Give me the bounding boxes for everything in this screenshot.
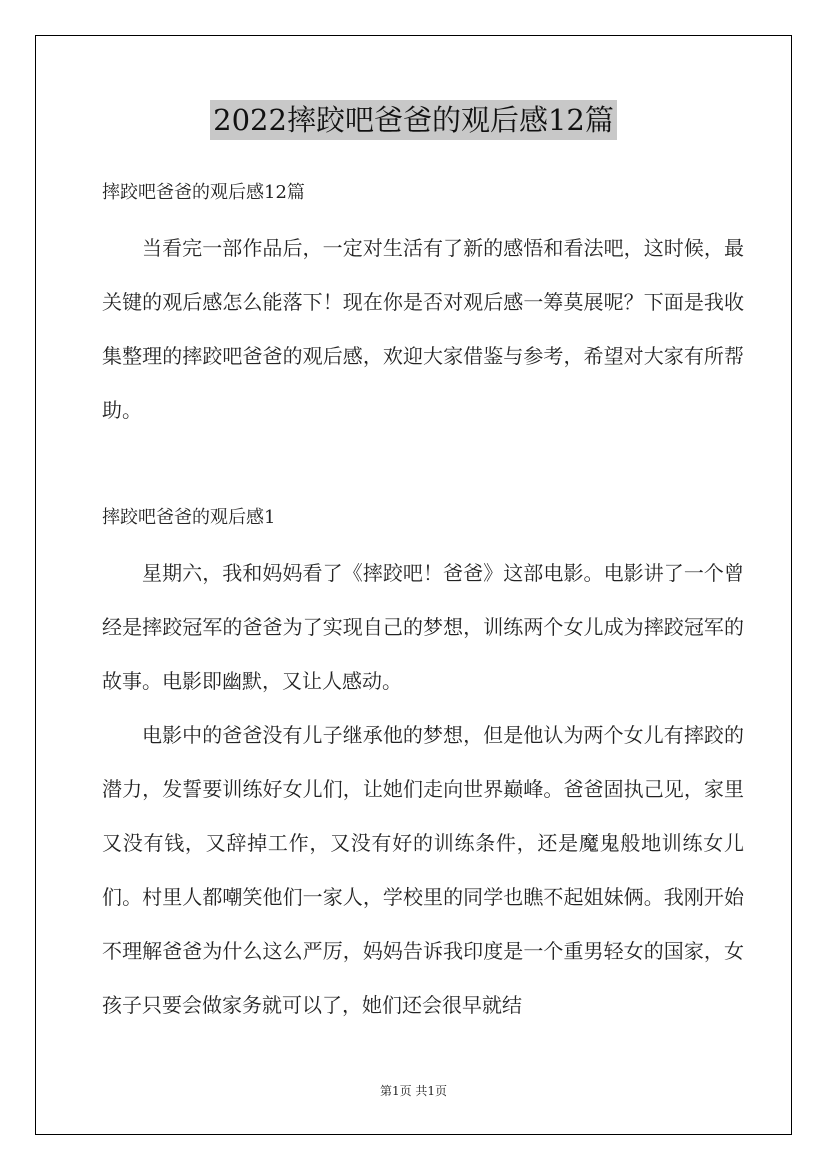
section1-paragraph-2: 电影中的爸爸没有儿子继承他的梦想，但是他认为两个女儿有摔跤的潜力，发誓要训练好女儿们，让她们走向世界巅峰。爸爸固执己见，家里又没有钱，又辞掉工作，又没有好的训练条件，还是魔鬼般地训练女儿们。村里人都嘲笑他们一家人，学校里的同学也瞧不起姐妹俩。我刚开始不理解爸爸为什么这么严厉，妈妈告诉我印度是一个重男轻女的国家，女孩子只要会做家务就可以了，她们还会很早就结 [102,723,744,1017]
page-number-footer: 第1页 共1页 [379,1084,448,1098]
intro-paragraph: 当看完一部作品后，一定对生活有了新的感悟和看法吧，这时候，最关键的观后感怎么能落下！现在你是否对观后感一筹莫展呢？下面是我收集整理的摔跤吧爸爸的观后感，欢迎大家借鉴与参考，希望对大家有所帮助。 [102,236,744,422]
section1-paragraph-1: 星期六，我和妈妈看了《摔跤吧！爸爸》这部电影。电影讲了一个曾经是摔跤冠军的爸爸为了实现自己的梦想，训练两个女儿成为摔跤冠军的故事。电影即幽默，又让人感动。 [102,561,744,693]
document-title: 2022摔跤吧爸爸的观后感12篇 [210,100,617,140]
section1-heading: 摔跤吧爸爸的观后感1 [102,507,276,528]
title-container [0,100,827,140]
intro-heading: 摔跤吧爸爸的观后感12篇 [102,182,305,203]
